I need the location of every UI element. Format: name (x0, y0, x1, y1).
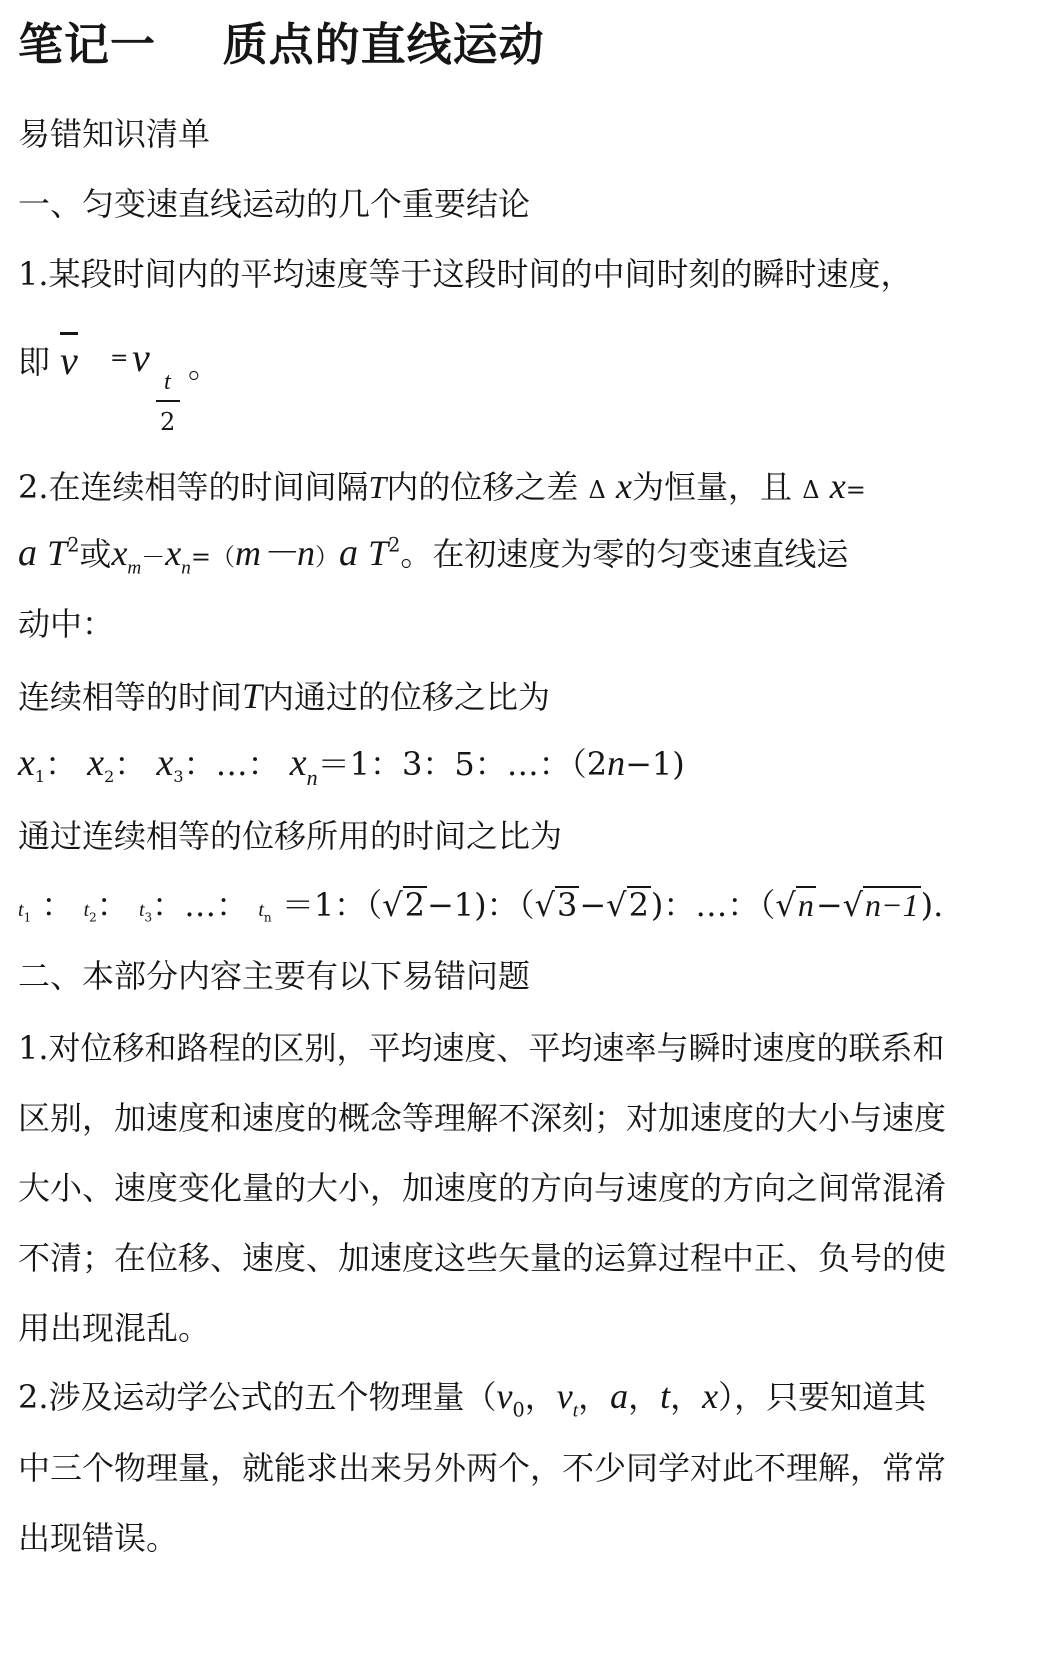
ratio2-mid: )：…：（ (650, 886, 776, 924)
m-subscript: m (127, 557, 142, 579)
item2-line2 (18, 532, 849, 579)
comma-1: ， (524, 1378, 557, 1416)
ratio2-m1: −1)：（ (426, 886, 535, 924)
ratio1-text-a: 连续相等的时间 (18, 678, 243, 716)
item1-equals: = (110, 346, 129, 371)
delta-symbol: Δ (588, 476, 606, 504)
page-title: 笔记一 质点的直线运动 (18, 18, 545, 71)
sqrt3: 3 (557, 886, 578, 924)
ratio1-end: −1) (625, 745, 685, 783)
item2-text-a: 2.在连续相等的时间间隔 (18, 468, 369, 506)
ratio1-values: ＝1：3：5：…：（2 (317, 745, 608, 783)
equals-paren: =（ (190, 543, 235, 571)
item2-equals: = (845, 476, 866, 504)
ratio1-formula: $x_1$： $x_2$： $x_3$：…： $x_n=1$：3：5：…：（2n−1) (18, 742, 685, 790)
part2-p2-line2: 中三个物理量，就能求出来另外两个，不少同学对此不理解，常常 (18, 1449, 947, 1487)
sqrt-n-minus-1: n−1 (865, 887, 919, 923)
section-heading: 易错知识清单 (18, 115, 211, 153)
x-symbol: x (702, 1376, 719, 1416)
part2-p1-line2: 区别，加速度和速度的概念等理解不深刻；对加速度的大小与速度 (18, 1099, 947, 1137)
square-exponent: 2 (67, 533, 80, 557)
or-word: 或 (79, 535, 112, 573)
fraction-denominator: 2 (160, 408, 176, 436)
item2-text-d: 。在初速度为零的匀变速直线运 (400, 535, 849, 573)
displacement-symbol: x (616, 466, 633, 506)
a-symbol: a (610, 1376, 629, 1416)
v0-symbol: v (496, 1376, 513, 1416)
part1-heading: 一、匀变速直线运动的几个重要结论 (18, 185, 531, 223)
vt-symbol: v (556, 1376, 573, 1416)
fraction-bar (156, 400, 180, 402)
part2-p2-line1 (18, 1376, 927, 1422)
n-subscript: n (181, 557, 191, 579)
ratio2-minus: − (579, 886, 607, 924)
item2-text-b: 内的位移之差 (386, 468, 579, 506)
square-exponent-2: 2 (388, 533, 401, 557)
period-symbol-2: T (368, 533, 389, 573)
period-symbol: T (47, 533, 68, 573)
close-paren: ） (314, 543, 339, 571)
xn-symbol: x (165, 533, 182, 573)
item2-text-c: 为恒量，且 (632, 468, 793, 506)
ratio2-end: ). (920, 886, 944, 924)
part2-p1-line3: 大小、速度变化量的大小，加速度的方向与速度的方向之间常混淆 (18, 1169, 947, 1207)
part2-p2-line3: 出现错误。 (18, 1519, 179, 1557)
item1-prefix: 即 (18, 343, 51, 381)
ratio2-eq: ＝1：（ (281, 886, 383, 924)
comma-4: ， (670, 1378, 703, 1416)
p2-text-a: 2.涉及运动学公式的五个物理量（ (18, 1378, 497, 1416)
minus-sign: － (141, 543, 166, 571)
sqrt2b: 2 (628, 886, 649, 924)
sqrt2: 2 (404, 886, 425, 924)
m-minus-n: m－n (234, 533, 315, 573)
comma-3: ， (628, 1378, 661, 1416)
item1-line1: 1.某段时间内的平均速度等于这段时间的中间时刻的瞬时速度， (18, 255, 913, 293)
ratio2-label: 通过连续相等的位移所用的时间之比为 (18, 817, 563, 855)
p2-text-b: ），只要知道其 (718, 1378, 927, 1416)
vt-subscript: t (572, 1400, 579, 1422)
ratio2-formula: $t_1$ ： $t_2$： $t_3$：…： $t_n =1$：（√2−1)：（√3−√2)：…：（√n−√n−1). (18, 886, 944, 925)
acceleration-symbol-2: a (338, 532, 358, 574)
sqrt-n: n (797, 887, 814, 923)
item2-line3: 动中： (18, 605, 115, 643)
item2-line1 (18, 468, 866, 504)
comma-2: ， (578, 1378, 611, 1416)
ratio1-n: n (607, 743, 626, 783)
part2-p1-line5: 用出现混乱。 (18, 1309, 211, 1347)
fraction-numerator: t (164, 369, 171, 395)
displacement-symbol-2: x (829, 466, 846, 506)
acceleration-symbol: a (18, 532, 37, 574)
part2-heading: 二、本部分内容主要有以下易错问题 (18, 957, 531, 995)
part2-p1-line1: 1.对位移和路程的区别，平均速度、平均速率与瞬时速度的联系和 (18, 1029, 945, 1067)
part2-p1-line4: 不清；在位移、速度、加速度这些矢量的运算过程中正、负号的使 (18, 1239, 947, 1277)
ratio1-period: T (242, 676, 263, 716)
ratio1-text-b: 内通过的位移之比为 (262, 678, 551, 716)
instant-velocity-symbol: v (132, 335, 150, 380)
t-symbol: t (660, 1376, 671, 1416)
ratio1-label (18, 678, 550, 714)
ratio2-minus2: − (815, 886, 843, 924)
interval-symbol: T (368, 469, 387, 505)
xm-symbol: x (111, 533, 128, 573)
item1-end: 。 (188, 347, 221, 385)
average-velocity-symbol: v (60, 332, 78, 381)
v0-subscript: 0 (512, 1398, 525, 1422)
delta-symbol-2: Δ (802, 476, 820, 504)
